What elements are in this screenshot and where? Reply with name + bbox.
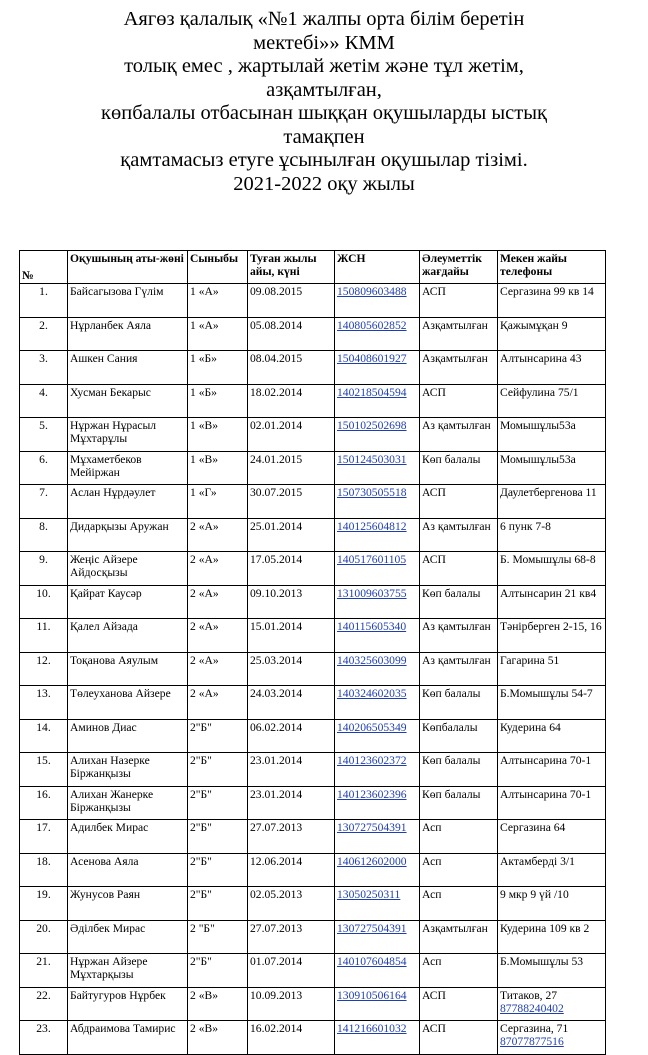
cell-class: 1 «Г» [188,485,248,519]
cell-iin [335,518,420,552]
cell-status: Көпбалалы [420,719,498,753]
cell-address [498,585,606,619]
cell-status: Асп [420,954,498,988]
cell-birth: 01.07.2014 [248,954,335,988]
address-text: Сергазина 99 кв 14 [500,285,594,298]
cell-name: Төлеуханова Айзере [68,686,188,720]
table-row [20,418,606,452]
cell-name: Аминов Диас [68,719,188,753]
cell-name: Адилбек Мирас [68,820,188,854]
cell-num: 2. [20,317,68,351]
cell-status: Асп [420,887,498,921]
iin-link[interactable]: 150408601927 [337,352,407,365]
cell-num: 4. [20,384,68,418]
iin-link[interactable]: 150809603488 [337,285,407,298]
cell-address [498,384,606,418]
cell-iin [335,418,420,452]
address-text: Б.Момышұлы 54-7 [500,687,593,700]
cell-num: 18. [20,853,68,887]
cell-name: Абдраимова Тамирис [68,1021,188,1055]
cell-address [498,719,606,753]
cell-num: 21. [20,954,68,988]
iin-link[interactable]: 130910506164 [337,988,407,1002]
cell-status: АСП [420,384,498,418]
cell-status: Аз қамтылған [420,518,498,552]
table-row [20,351,606,385]
cell-class: 2"Б" [188,954,248,988]
cell-birth: 08.04.2015 [248,351,335,385]
cell-num: 1. [20,284,68,318]
cell-num: 14. [20,719,68,753]
document-title [0,8,648,196]
address-text: Титаков, 27 [500,988,558,1002]
cell-status: Көп балалы [420,753,498,787]
cell-status: Көп балалы [420,686,498,720]
cell-num: 11. [20,619,68,653]
cell-address [498,451,606,485]
address-text: Момышұлы53а [500,419,576,432]
cell-num: 6. [20,451,68,485]
cell-num: 23. [20,1021,68,1055]
iin-link[interactable]: 140115605340 [337,620,407,633]
address-text: Кудерина 64 [500,720,561,734]
cell-num: 10. [20,585,68,619]
cell-name: Мұхаметбеков Мейіржан [68,451,188,485]
header-address: Мекен жайы телефоны [498,251,606,284]
cell-num: 15. [20,753,68,787]
cell-iin [335,1021,420,1055]
cell-address [498,686,606,720]
cell-name: Тоқанова Аяулым [68,652,188,686]
cell-name: Жунусов Раян [68,887,188,921]
cell-address [498,987,606,1021]
cell-class: 2"Б" [188,786,248,820]
cell-iin [335,317,420,351]
cell-class: 1 «В» [188,451,248,485]
header-status: Әлеуметтік жағдайы [420,251,498,284]
iin-link[interactable]: 140206505349 [337,720,407,734]
iin-link[interactable]: 130727504391 [337,821,407,834]
table-row [20,585,606,619]
cell-num: 9. [20,552,68,586]
cell-birth: 30.07.2015 [248,485,335,519]
title-line: көпбалалы отбасынан шыққан оқушыларды ыстық [101,102,547,124]
header-birth: Туған жылы айы, күні [248,251,335,284]
cell-address [498,518,606,552]
cell-name: Қалел Айзада [68,619,188,653]
cell-birth: 10.09.2013 [248,987,335,1021]
address-text: Қажымұқан 9 [500,318,568,332]
address-text: Б. Момышұлы 68-8 [500,553,596,566]
cell-class: 1 «Б» [188,351,248,385]
cell-status: АСП [420,284,498,318]
cell-iin [335,351,420,385]
table-row [20,887,606,921]
iin-link[interactable]: 131009603755 [337,586,407,600]
iin-link[interactable]: 140123602396 [337,787,407,801]
cell-num: 3. [20,351,68,385]
cell-name: Алихан Назерке Біржанқызы [68,753,188,787]
cell-address [498,1021,606,1055]
cell-class: 2 «А» [188,518,248,552]
iin-link[interactable]: 140107604854 [337,955,407,968]
cell-class: 1 «А» [188,317,248,351]
header-iin: ЖСН [335,251,420,284]
iin-link[interactable]: 140325603099 [337,653,407,667]
cell-num: 16. [20,786,68,820]
phone-link[interactable]: 87788240402 [500,1001,564,1015]
iin-link[interactable]: 140123602372 [337,754,407,767]
cell-status: Көп балалы [420,786,498,820]
cell-status: АСП [420,552,498,586]
cell-name: Әділбек Мирас [68,920,188,954]
iin-link[interactable]: 13050250311 [337,888,401,901]
title-line: қамтамасыз етуге ұсынылған оқушылар тізімі. [120,149,528,171]
cell-num: 17. [20,820,68,854]
cell-class: 2"Б" [188,753,248,787]
table-row [20,485,606,519]
cell-name: Жеңіс Айзере Айдосқызы [68,552,188,586]
table-row [20,518,606,552]
title-line: тамақпен [283,125,365,148]
address-text: 9 мкр 9 үй /10 [500,888,569,901]
cell-iin [335,552,420,586]
iin-link[interactable]: 140324602035 [337,687,407,700]
cell-address [498,920,606,954]
cell-class: 2 «В» [188,1021,248,1055]
cell-class: 2"Б" [188,853,248,887]
cell-status: Аз қамтылған [420,619,498,653]
cell-num: 12. [20,652,68,686]
cell-birth: 23.01.2014 [248,786,335,820]
cell-address [498,652,606,686]
cell-birth: 17.05.2014 [248,552,335,586]
table-row [20,317,606,351]
header-num: № [20,251,68,284]
cell-address [498,485,606,519]
cell-iin [335,619,420,653]
table-row [20,920,606,954]
cell-iin [335,753,420,787]
table-row [20,987,606,1021]
address-text: Алтынсарин 21 кв4 [500,586,597,600]
cell-birth: 12.06.2014 [248,853,335,887]
iin-link[interactable]: 140612602000 [337,854,407,868]
iin-link[interactable]: 140218504594 [337,385,407,399]
cell-address [498,284,606,318]
cell-address [498,351,606,385]
cell-iin [335,920,420,954]
cell-iin [335,384,420,418]
cell-class: 2"Б" [188,820,248,854]
address-text: Даулетбергенова 11 [500,486,597,499]
cell-name: Дидарқызы Аружан [68,518,188,552]
cell-iin [335,719,420,753]
table-row [20,552,606,586]
cell-iin [335,786,420,820]
address-text: Актамберді 3/1 [500,854,575,868]
cell-status: Асп [420,853,498,887]
cell-address [498,887,606,921]
table-row [20,451,606,485]
cell-class: 2"Б" [188,719,248,753]
cell-name: Қайрат Каусәр [68,585,188,619]
cell-address [498,853,606,887]
address-text: Алтынсарина 70-1 [500,787,592,801]
table-row [20,753,606,787]
cell-birth: 24.03.2014 [248,686,335,720]
cell-status: Азқамтылған [420,351,498,385]
cell-status: Азқамтылған [420,920,498,954]
iin-link[interactable]: 130727504391 [337,921,407,935]
address-text: Гагарина 51 [500,653,560,667]
cell-class: 2 «А» [188,686,248,720]
cell-class: 2 "Б" [188,920,248,954]
cell-num: 20. [20,920,68,954]
cell-status: Аз қамтылған [420,418,498,452]
address-text: Сергазина 64 [500,821,566,834]
cell-num: 22. [20,987,68,1021]
students-table [19,250,606,1055]
cell-class: 2"Б" [188,887,248,921]
address-text: Алтынсарина 43 [500,352,582,365]
iin-link[interactable]: 150102502698 [337,419,407,432]
cell-class: 1 «А» [188,284,248,318]
cell-status: Аз қамтылған [420,652,498,686]
cell-class: 1 «Б» [188,384,248,418]
cell-iin [335,853,420,887]
cell-iin [335,585,420,619]
cell-status: АСП [420,1021,498,1055]
cell-iin [335,987,420,1021]
cell-num: 19. [20,887,68,921]
cell-birth: 15.01.2014 [248,619,335,653]
cell-status: Көп балалы [420,585,498,619]
cell-name: Нұрланбек Аяла [68,317,188,351]
cell-birth: 02.05.2013 [248,887,335,921]
cell-iin [335,652,420,686]
table-row [20,954,606,988]
iin-link[interactable]: 140517601105 [337,553,407,566]
cell-name: Асенова Аяла [68,853,188,887]
cell-birth: 23.01.2014 [248,753,335,787]
title-line: 2021-2022 оқу жылы [233,172,415,195]
cell-status: АСП [420,987,498,1021]
address-text: Б.Момышұлы 53 [500,955,584,968]
title-line: мектебі»» КММ [253,31,395,54]
iin-link[interactable]: 140125604812 [337,519,407,533]
cell-birth: 16.02.2014 [248,1021,335,1055]
cell-class: 2 «А» [188,619,248,653]
cell-status: АСП [420,485,498,519]
address-text: Момышұлы53а [500,452,576,466]
table-row [20,1021,606,1055]
address-text: Тәнірберген 2-15, 16 [500,620,602,633]
cell-birth: 24.01.2015 [248,451,335,485]
table-row [20,786,606,820]
cell-status: Асп [420,820,498,854]
table-row [20,719,606,753]
table-row [20,619,606,653]
table-row [20,686,606,720]
iin-link[interactable]: 141216601032 [337,1022,407,1035]
cell-birth: 25.03.2014 [248,652,335,686]
header-name: Оқушының аты-жөні [68,251,188,284]
cell-name: Байтугуров Нұрбек [68,987,188,1021]
header-class: Сыныбы [188,251,248,284]
table-row [20,652,606,686]
address-text: 6 пунк 7-8 [500,519,551,533]
cell-iin [335,954,420,988]
cell-address [498,954,606,988]
cell-name: Алихан Жанерке Біржанқызы [68,786,188,820]
cell-birth: 09.10.2013 [248,585,335,619]
iin-link[interactable]: 150124503031 [337,452,407,466]
cell-birth: 06.02.2014 [248,719,335,753]
cell-iin [335,820,420,854]
cell-class: 2 «А» [188,585,248,619]
iin-link[interactable]: 140805602852 [337,318,407,332]
cell-name: Аслан Нұрдәулет [68,485,188,519]
table-header-row [20,251,606,284]
table-row [20,284,606,318]
cell-name: Байсагызова Гүлім [68,284,188,318]
cell-iin [335,284,420,318]
cell-address [498,552,606,586]
cell-class: 2 «А» [188,552,248,586]
cell-address [498,753,606,787]
address-text: Сейфулина 75/1 [500,385,579,399]
cell-birth: 09.08.2015 [248,284,335,318]
cell-name: Хусман Бекарыс [68,384,188,418]
cell-birth: 02.01.2014 [248,418,335,452]
cell-address [498,820,606,854]
cell-birth: 25.01.2014 [248,518,335,552]
cell-address [498,317,606,351]
cell-iin [335,887,420,921]
cell-num: 5. [20,418,68,452]
title-line: Аягөз қалалық «№1 жалпы орта білім беретін [123,8,525,30]
title-line: толық емес , жартылай жетім және тұл жетім, [124,55,524,77]
address-text: Сергазина, 71 [500,1022,569,1035]
table-row [20,853,606,887]
cell-address [498,786,606,820]
cell-address [498,619,606,653]
cell-iin [335,485,420,519]
cell-birth: 27.07.2013 [248,820,335,854]
cell-birth: 18.02.2014 [248,384,335,418]
cell-class: 1 «В» [188,418,248,452]
cell-status: Көп балалы [420,451,498,485]
cell-address [498,418,606,452]
cell-status: Азқамтылған [420,317,498,351]
cell-birth: 05.08.2014 [248,317,335,351]
cell-num: 13. [20,686,68,720]
iin-link[interactable]: 150730505518 [337,486,407,499]
cell-num: 8. [20,518,68,552]
address-text: Кудерина 109 кв 2 [500,921,590,935]
table-row [20,384,606,418]
phone-link[interactable]: 87077877516 [500,1035,564,1048]
address-text: Алтынсарина 70-1 [500,754,592,767]
title-line: азқамтылған, [266,78,382,101]
cell-class: 2 «А» [188,652,248,686]
cell-iin [335,686,420,720]
table-row [20,820,606,854]
cell-class: 2 «В» [188,987,248,1021]
cell-birth: 27.07.2013 [248,920,335,954]
cell-name: Нұржан Нұрасыл Мұхтарұлы [68,418,188,452]
cell-iin [335,451,420,485]
cell-name: Ашкен Сания [68,351,188,385]
cell-name: Нұржан Айзере Мұхтарқызы [68,954,188,988]
cell-num: 7. [20,485,68,519]
